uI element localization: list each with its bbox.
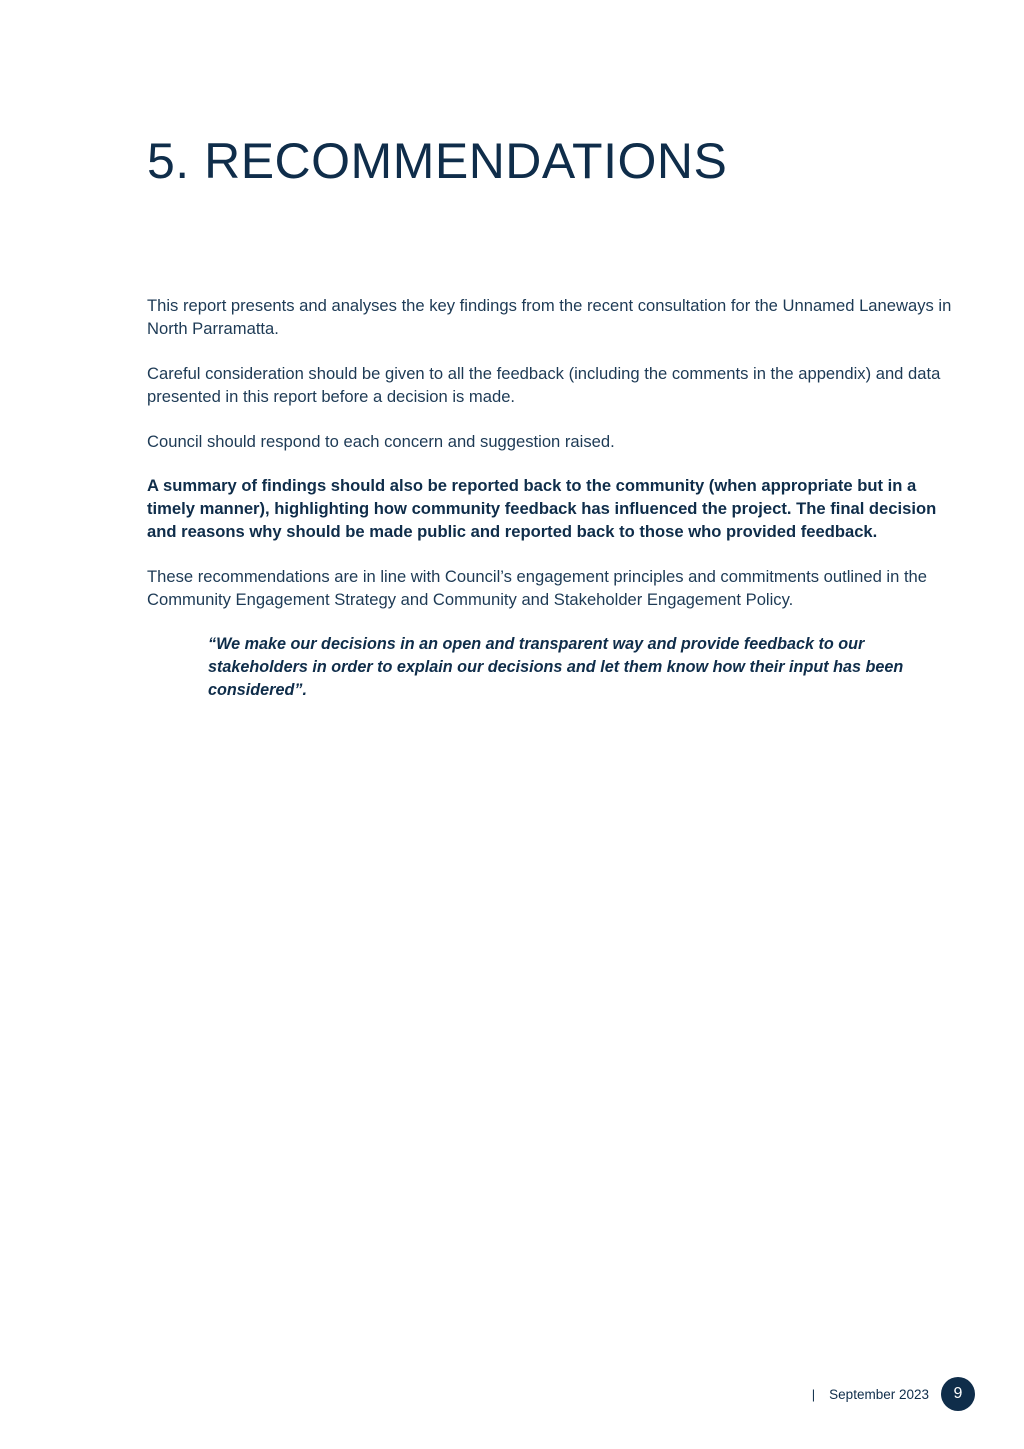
paragraph-engagement-principles: These recommendations are in line with Council’s engagement principles and commitments outlined in the Community Engagement Strategy and Community and Stakeholder Engagement Policy.: [147, 567, 928, 609]
page-title: 5. RECOMMENDATIONS: [147, 133, 728, 189]
paragraph-consideration: Careful consideration should be given to all the feedback (including the comments in the appendix) and data presented in this report before a decision is made.: [147, 364, 941, 406]
footer-date: September 2023: [829, 1386, 929, 1402]
body-content: [147, 294, 967, 702]
paragraph-intro: This report presents and analyses the key findings from the recent consultation for the Unnamed Laneways in North Parramatta.: [147, 296, 952, 338]
quote-engagement-commitment: “We make our decisions in an open and transparent way and provide feedback to our stakeholders in order to explain our decisions and let them know how their input has been considered”.: [208, 635, 904, 699]
paragraph-respond: Council should respond to each concern and suggestion raised.: [147, 432, 615, 451]
footer-separator: |: [811, 1386, 816, 1402]
page-number-badge: 9: [941, 1377, 975, 1411]
page-footer: [812, 1377, 975, 1411]
paragraph-summary-findings: A summary of findings should also be reported back to the community (when appropriate but in a timely manner), highlighting how community feedback has influenced the project. The final decision and reasons why should be made public and reported back to those who provided feedback.: [147, 476, 937, 541]
